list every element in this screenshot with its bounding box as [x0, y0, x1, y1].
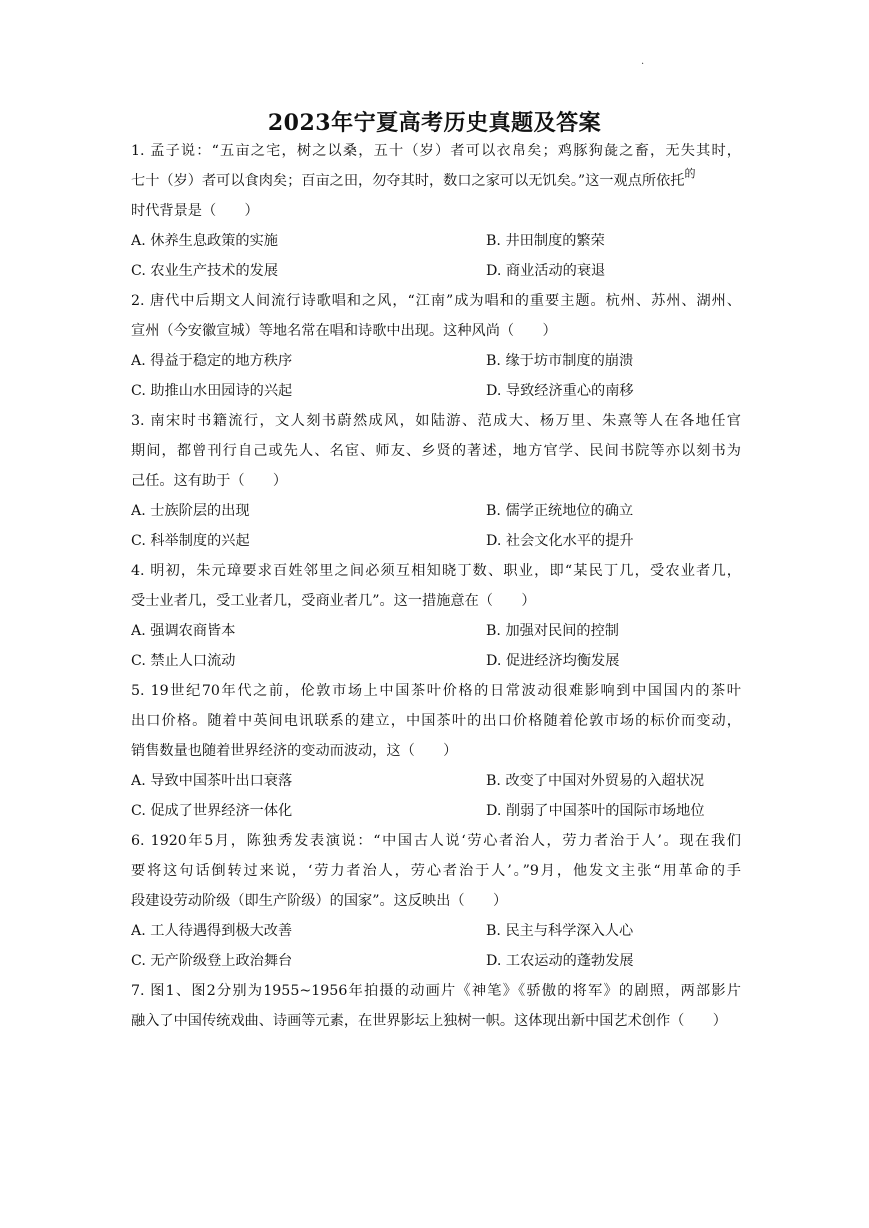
- question-text-line: 宣州（今安徽宣城）等地名常在唱和诗歌中出现。这种风尚（ ）: [131, 323, 557, 339]
- question-2: [131, 286, 741, 406]
- option-a: A. 休养生息政策的实施: [131, 233, 278, 249]
- option-c: C. 无产阶级登上政治舞台: [131, 953, 293, 969]
- question-text-line: 4. 明初，朱元璋要求百姓邻里之间必须互相知晓丁数、职业，即“某民丁几，受农业者几，: [131, 563, 741, 579]
- question-text-line: 融入了中国传统戏曲、诗画等元素，在世界影坛上独树一帜。这体现出新中国艺术创作（ ）: [131, 1013, 727, 1029]
- question-text-line: 期间，都曾刊行自己或先人、名宦、师友、乡贤的著述，地方官学、民间书院等亦以刻书为: [131, 443, 741, 459]
- option-a: A. 得益于稳定的地方秩序: [131, 353, 293, 369]
- page-title: 2023年宁夏高考历史真题及答案: [267, 110, 602, 136]
- question-list: [131, 136, 741, 1036]
- option-d: D. 促进经济均衡发展: [486, 653, 620, 669]
- question-text-line: 七十（岁）者可以食肉矣；百亩之田，勿夺其时，数口之家可以无饥矣。”这一观点所依托$^的$: [131, 167, 696, 189]
- option-b: B. 民主与科学深入人心: [486, 923, 634, 939]
- question-4: [131, 556, 741, 676]
- option-d: D. 工农运动的蓬勃发展: [486, 953, 634, 969]
- options: [131, 346, 741, 406]
- question-text-line: 销售数量也随着世界经济的变动而波动，这（ ）: [131, 743, 458, 759]
- option-a: A. 工人待遇得到极大改善: [131, 923, 293, 939]
- question-text-line: 3. 南宋时书籍流行，文人刻书蔚然成风，如陆游、范成大、杨万里、朱熹等人在各地任官: [131, 413, 741, 429]
- option-a: A. 导致中国茶叶出口衰落: [131, 773, 293, 789]
- question-3: [131, 406, 741, 556]
- question-6: [131, 826, 741, 976]
- options: [131, 616, 741, 676]
- question-text-line: 时代背景是（ ）: [131, 203, 259, 219]
- option-d: D. 商业活动的衰退: [486, 263, 606, 279]
- question-text-line: 6. 1920年5月，陈独秀发表演说：“中国古人说‘劳心者治人，劳力者治于人’。现在我们: [131, 833, 741, 849]
- question-text-line: 出口价格。随着中英间电讯联系的建立，中国茶叶的出口价格随着伦敦市场的标价而变动，: [131, 713, 741, 729]
- option-b: B. 加强对民间的控制: [486, 623, 619, 639]
- options: [131, 226, 741, 286]
- question-text-line: 己任。这有助于（ ）: [131, 473, 288, 489]
- option-b: B. 缘于坊市制度的崩溃: [486, 353, 634, 369]
- option-c: C. 助推山水田园诗的兴起: [131, 383, 293, 399]
- superscript-char: 的: [684, 167, 696, 180]
- option-d: D. 削弱了中国茶叶的国际市场地位: [486, 803, 705, 819]
- option-b: B. 改变了中国对外贸易的入超状况: [486, 773, 705, 789]
- question-text-line: 1. 孟子说：“五亩之宅，树之以桑，五十（岁）者可以衣帛矣；鸡豚狗彘之畜，无失其时，: [131, 143, 741, 159]
- options: [131, 496, 741, 556]
- option-a: A. 强调农商皆本: [131, 623, 236, 639]
- option-d: D. 社会文化水平的提升: [486, 533, 634, 549]
- question-text-line: 要将这句话倒转过来说，‘劳力者治人，劳心者治于人’。”9月，他发文主张“用革命的手: [131, 863, 741, 879]
- question-text-line: 5. 19世纪70年代之前，伦敦市场上中国茶叶价格的日常波动很难影响到中国国内的茶叶: [131, 683, 741, 699]
- question-text-line: 2. 唐代中后期文人间流行诗歌唱和之风，“江南”成为唱和的重要主题。杭州、苏州、湖州、: [131, 293, 741, 309]
- option-c: C. 禁止人口流动: [131, 653, 236, 669]
- option-b: B. 井田制度的繁荣: [486, 233, 605, 249]
- question-text-line: 受士业者几，受工业者几，受商业者几”。这一措施意在（ ）: [131, 593, 536, 609]
- option-c: C. 科举制度的兴起: [131, 533, 250, 549]
- question-text-line: 段建设劳动阶级（即生产阶级）的国家”。这反映出（ ）: [131, 893, 508, 909]
- option-a: A. 士族阶层的出现: [131, 503, 250, 519]
- option-c: C. 农业生产技术的发展: [131, 263, 279, 279]
- options: [131, 916, 741, 976]
- question-5: [131, 676, 741, 826]
- option-b: B. 儒学正统地位的确立: [486, 503, 634, 519]
- question-7: [131, 976, 741, 1036]
- option-c: C. 促成了世界经济一体化: [131, 803, 293, 819]
- options: [131, 766, 741, 826]
- corner-mark: .: [641, 56, 645, 67]
- question-1: [131, 136, 741, 286]
- option-d: D. 导致经济重心的南移: [486, 383, 634, 399]
- question-text-line: 7. 图1、图2分别为1955~1956年拍摄的动画片《神笔》《骄傲的将军》的剧照，两部影片: [131, 983, 741, 999]
